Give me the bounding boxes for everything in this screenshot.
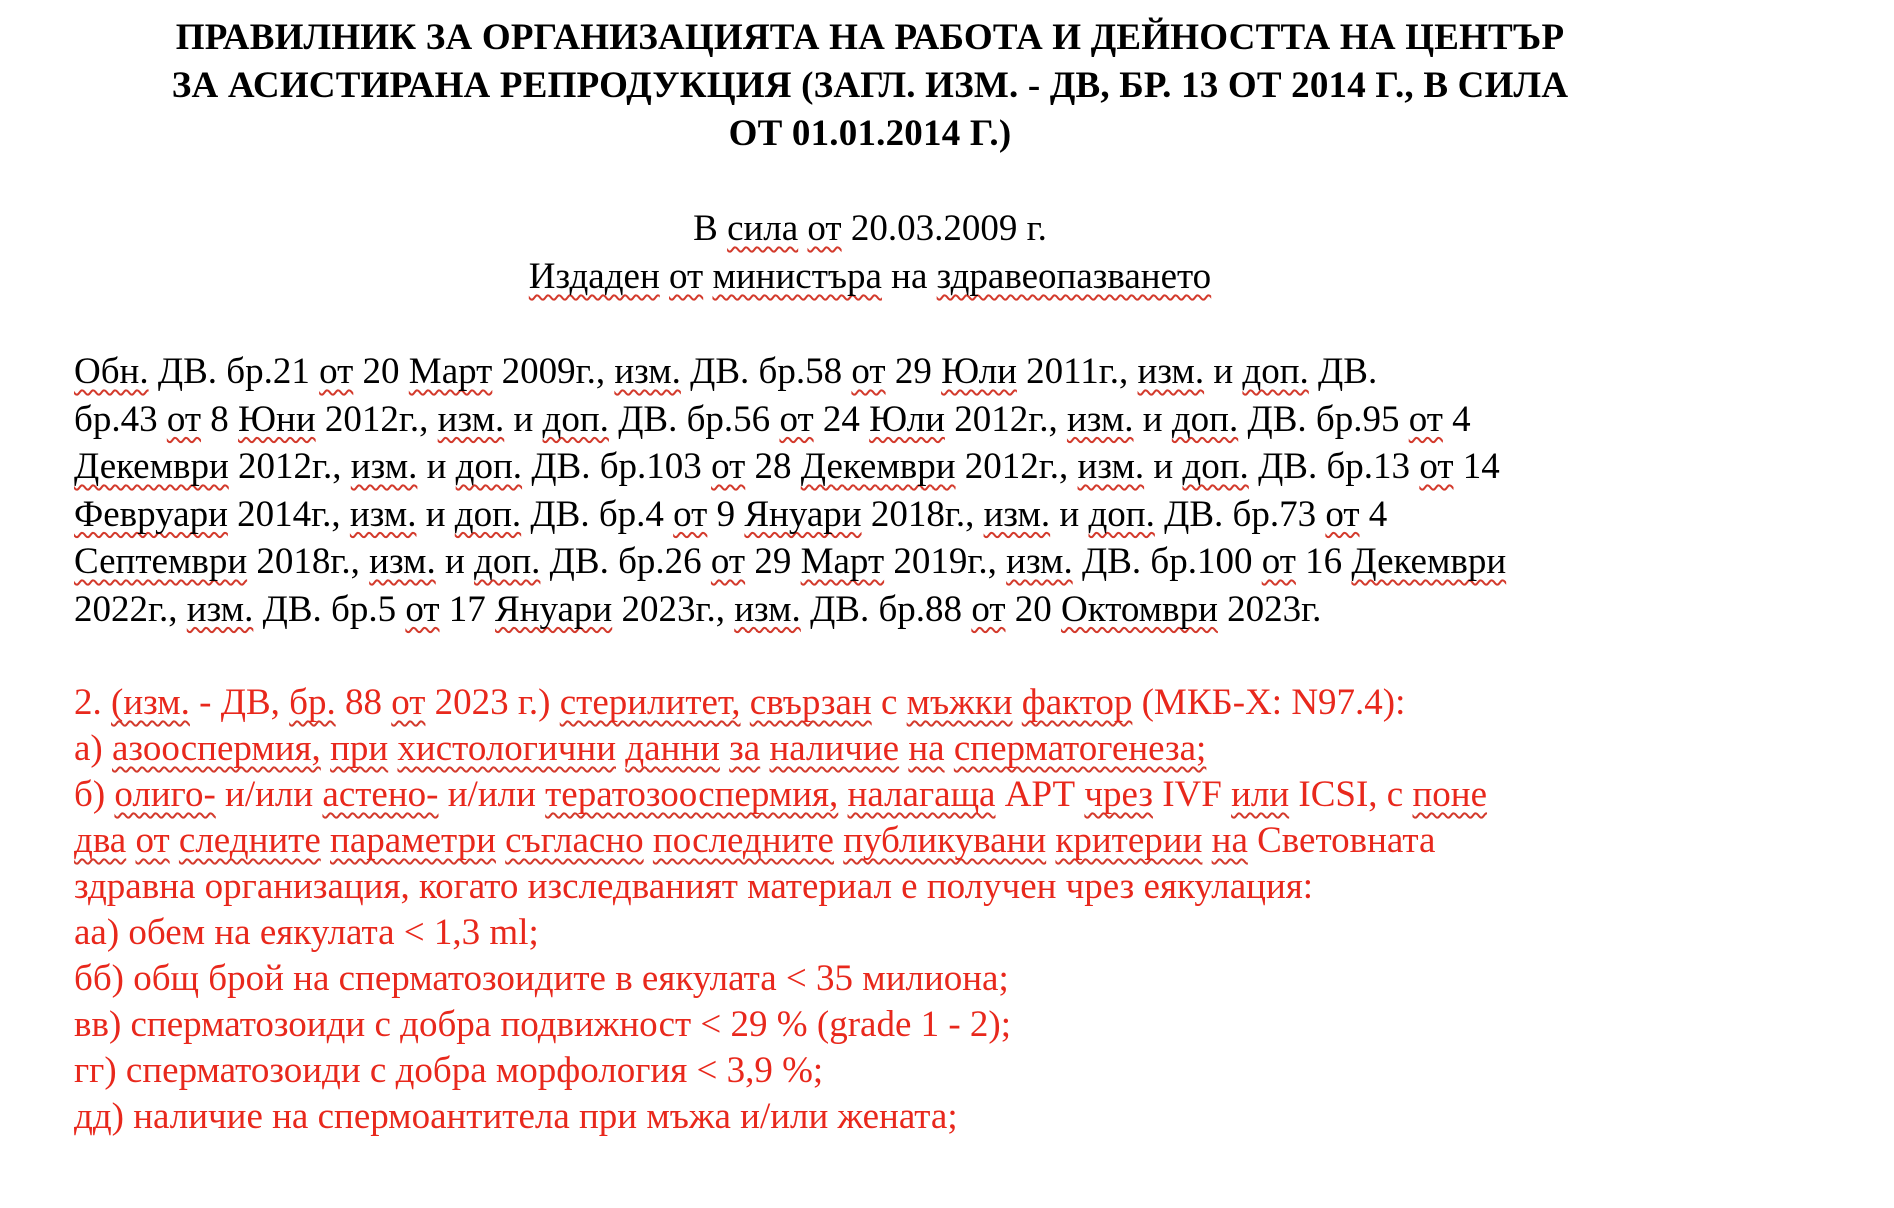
title-line-2: ЗА АСИСТИРАНА РЕПРОДУКЦИЯ (ЗАГЛ. ИЗМ. - ДВ, БР. 13 ОТ 2014 Г., В СИЛА (171, 65, 1569, 106)
title-line-1: ПРАВИЛНИК ЗА ОРГАНИЗАЦИЯТА НА РАБОТА И ДЕЙНОСТТА НА ЦЕНТЪР (175, 17, 1565, 58)
article-line: 2. (изм. - ДВ, бр. 88 от 2023 г.) стерилитет, свързан с мъжки фактор (МКБ-Х: N97.4): (74, 682, 1406, 723)
article-line: б) олиго- и/или астено- и/или тератозооспермия, налагаща АРТ чрез IVF или ICSI, с поне (74, 774, 1488, 815)
article-line: здравна организация, когато изследваният материал е получен чрез еякулация: (74, 866, 1314, 907)
article-line: вв) сперматозоиди с добра подвижност < 29 % (grade 1 - 2); (74, 1004, 1012, 1045)
publication-line: Септември 2018г., изм. и доп. ДВ. бр.26 от 29 Март 2019г., изм. ДВ. бр.100 от 16 Декември (74, 541, 1507, 582)
publication-line: Обн. ДВ. бр.21 от 20 Март 2009г., изм. ДВ. бр.58 от 29 Юли 2011г., изм. и доп. ДВ. (74, 351, 1378, 392)
publication-line: Декември 2012г., изм. и доп. ДВ. бр.103 от 28 Декември 2012г., изм. и доп. ДВ. бр.13 от 14 (74, 446, 1500, 487)
publication-line: бр.43 от 8 Юни 2012г., изм. и доп. ДВ. бр.56 от 24 Юли 2012г., изм. и доп. ДВ. бр.95 от 4 (74, 398, 1471, 440)
publication-line: Февруари 2014г., изм. и доп. ДВ. бр.4 от 9 Януари 2018г., изм. и доп. ДВ. бр.73 от 4 (74, 493, 1388, 535)
effective-date-line: В сила от 20.03.2009 г. (693, 208, 1047, 249)
document-meta (70, 205, 1670, 301)
title-line-3: ОТ 01.01.2014 Г.) (728, 113, 1012, 154)
publication-history (74, 348, 1506, 633)
publication-line: 2022г., изм. ДВ. бр.5 от 17 Януари 2023г., изм. ДВ. бр.88 от 20 Октомври 2023г. (74, 588, 1322, 630)
article-line: два от следните параметри съгласно последните публикувани критерии на Световната (74, 820, 1436, 861)
issuer-line: Издаден от министъра на здравеопазването (528, 256, 1212, 297)
article-line: гг) сперматозоиди с добра морфология < 3,9 %; (74, 1050, 824, 1091)
article-line: бб) общ брой на сперматозоидите в еякулата < 35 милиона; (74, 958, 1009, 999)
article-text (74, 680, 1487, 1140)
article-line: дд) наличие на спермоантитела при мъжа и/или жената; (74, 1096, 958, 1137)
article-line: аа) обем на еякулата < 1,3 ml; (74, 912, 539, 953)
article-line: а) азооспермия, при хистологични данни за наличие на сперматогенеза; (74, 728, 1207, 769)
document-title (70, 14, 1670, 158)
